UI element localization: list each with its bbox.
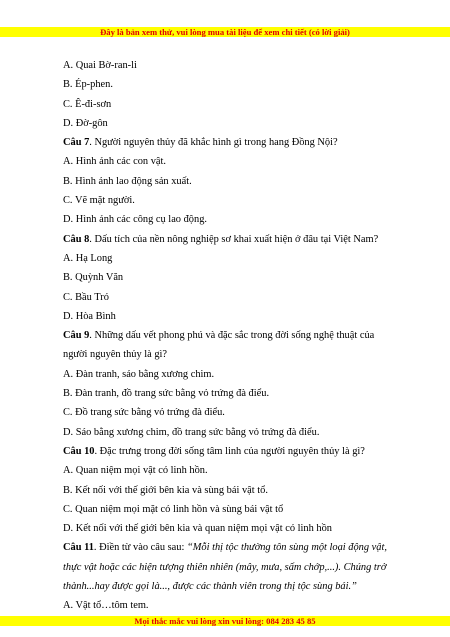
answer-option [63,519,403,538]
line-text: A. Hạ Long [63,252,113,264]
question-number: Câu 10 [63,445,95,457]
line-text: A. Quan niệm mọi vật có linh hồn. [63,465,208,477]
question-stem [63,326,403,345]
line-text: B. Quỳnh Văn [63,272,124,284]
line-text: C. Quan niệm mọi mặt có linh hồn và sùng bái vật tổ [63,503,284,515]
line-text: B. Kết nối với thế giới bên kia và sùng bái vật tổ. [63,484,268,496]
answer-option [63,210,403,229]
answer-option [63,191,403,210]
answer-option [63,307,403,326]
answer-option [63,461,403,480]
line-text: A. Quai Bờ-ran-li [63,60,137,71]
line-text: C. Vẽ mặt người. [63,195,135,207]
preview-notice-banner [0,27,450,37]
line-text: D. Sáo bằng xương chim, đồ trang sức bằng vỏ trứng đà điểu. [63,426,320,438]
answer-option [63,172,403,191]
question-stem [63,442,403,461]
line-text: . Những dấu vết phong phú và đặc sắc trong đời sống nghệ thuật của [89,330,375,342]
answer-option [63,423,403,442]
answer-option [63,403,403,422]
question-number: Câu 9 [63,330,90,342]
answer-option [63,345,403,364]
document-body [63,56,403,616]
preview-notice-text: Đây là bản xem thử, vui lòng mua tài liệu để xem chi tiết (có lời giải) [100,27,350,37]
line-text: C. Đồ trang sức bằng vỏ trứng đà điểu. [63,407,225,419]
line-text: C. Bầu Tró [63,291,109,303]
answer-option [63,249,403,268]
answer-option: A. Vật tổ…tôm tem. [63,600,149,612]
answer-option [63,95,403,114]
answer-option [63,152,403,171]
question-number: Câu 7 [63,137,90,149]
line-text: . Người nguyên thủy đã khắc hình gì trong hang Đồng Nội? [89,137,338,149]
answer-option [63,384,403,403]
line-text: người nguyên thủy là gì? [63,349,168,361]
line-text: . Điền từ vào câu sau: [93,542,187,554]
answer-option [63,365,403,384]
line-text: B. Đàn tranh, đồ trang sức bằng vỏ trứng đà điểu. [63,388,270,400]
line-text: D. Hòa Bình [63,310,116,322]
contact-notice-text: Mọi thắc mắc vui lòng xin vui lòng: 084 283 45 85 [134,616,316,626]
line-text: B. Ép-phen. [63,79,113,91]
question-stem [63,230,403,249]
answer-option [63,56,403,75]
line-text: D. Hình ảnh các công cụ lao động. [63,214,207,226]
line-text: . Dấu tích của nền nông nghiệp sơ khai xuất hiện ở đâu tại Việt Nam? [89,233,379,245]
question-stem [63,538,403,557]
answer-option [63,288,403,307]
line-text: B. Hình ảnh lao động sản xuất. [63,175,192,187]
line-text: D. Đờ-gôn [63,117,108,129]
line-text: A. Hình ảnh các con vật. [63,156,167,168]
quote-text: thành...hay được gọi là..., được các thành viên trong thị tộc sùng bái.” [63,581,357,593]
question-stem [63,133,403,152]
contact-notice-banner [0,616,450,626]
question-number: Câu 11 [63,542,94,554]
answer-option [63,500,403,519]
answer-option [63,75,403,94]
quote-text: thực vật hoặc các hiện tượng thiên nhiên (mây, mưa, sấm chớp,...). Chúng trở [63,561,387,573]
answer-option [63,268,403,287]
answer-option [63,481,403,500]
question-number: Câu 8 [63,233,90,245]
line-text: . Đặc trưng trong đời sống tâm linh của người nguyên thủy là gì? [94,445,365,457]
line-text: D. Kết nối với thế giới bên kia và quan niệm mọi vật có linh hồn [63,523,332,535]
line-text: C. Ê-đi-sơn [63,98,112,110]
quote-text: “Mỗi thị tộc thường tôn sùng một loại động vật, [186,542,387,554]
line-text: A. Đàn tranh, sáo bằng xương chim. [63,368,215,380]
answer-option [63,114,403,133]
